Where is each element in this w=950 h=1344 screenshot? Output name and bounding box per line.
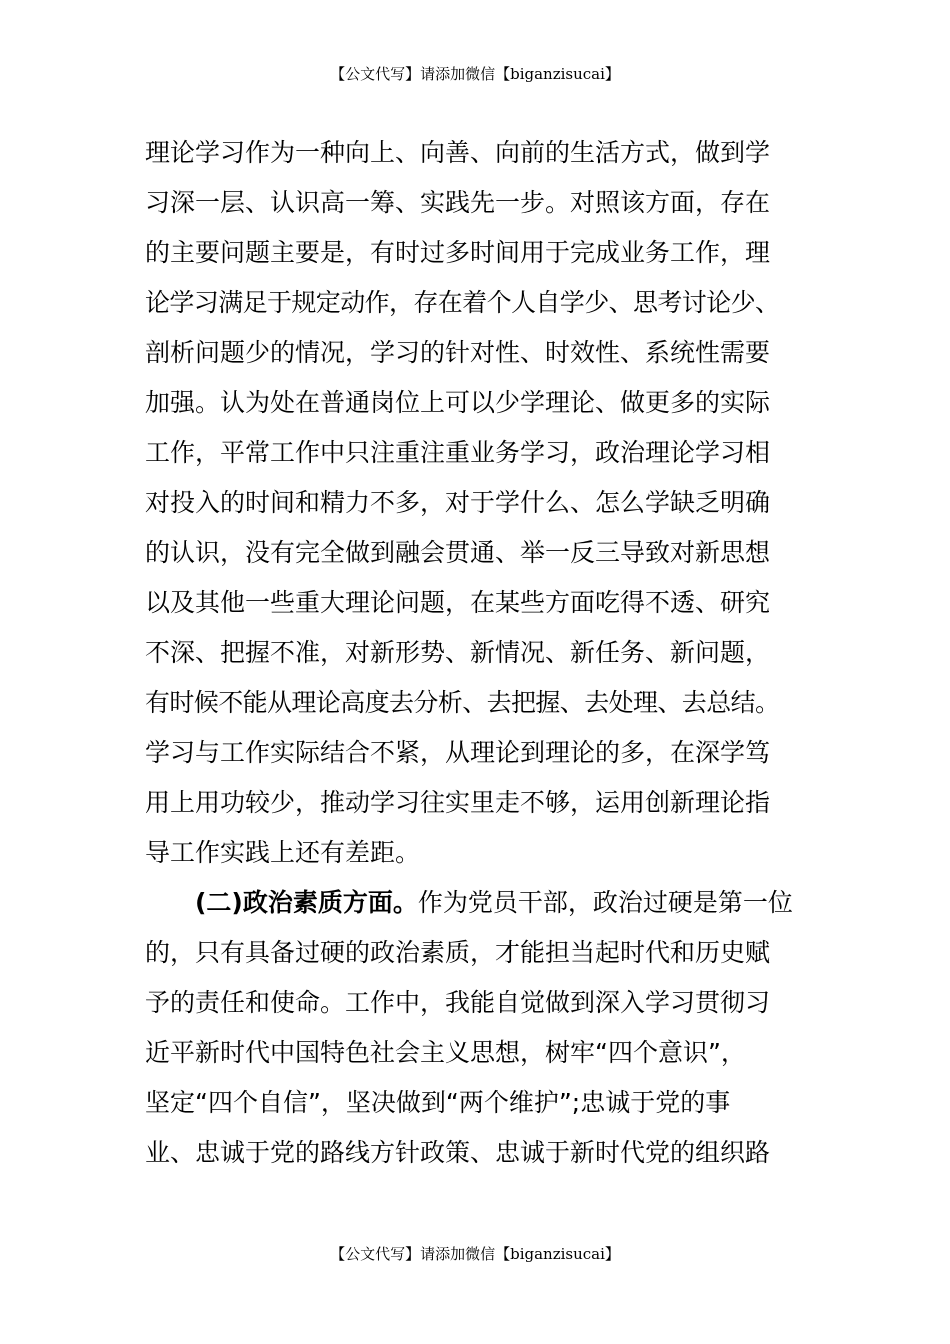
text-line: 加强。认为处在普通岗位上可以少学理论、做更多的实际 — [145, 388, 771, 417]
paragraph-first-line — [145, 878, 810, 928]
text-line: 有时候不能从理论高度去分析、去把握、去处理、去总结。 — [145, 688, 780, 717]
text-line: 的主要问题主要是，有时过多时间用于完成业务工作，理 — [145, 238, 771, 267]
text-line: 用上用功较少，推动学习往实里走不够，运用创新理论指 — [145, 788, 771, 817]
body-text — [145, 128, 810, 1178]
text-line: 业、忠诚于党的路线方针政策、忠诚于新时代党的组织路 — [145, 1138, 771, 1167]
text-line: 的，只有具备过硬的政治素质，才能担当起时代和历史赋 — [145, 938, 771, 967]
text-line: 的认识，没有完全做到融会贯通、举一反三导致对新思想 — [145, 538, 771, 567]
page-footer: 【公文代写】请添加微信【biganzisucai】 — [330, 1245, 620, 1263]
text-line: 论学习满足于规定动作，存在着个人自学少、思考讨论少、 — [145, 288, 780, 317]
section-heading: (二)政治素质方面。 — [195, 888, 418, 917]
text-line: 以及其他一些重大理论问题，在某些方面吃得不透、研究 — [145, 588, 771, 617]
text-line: 剖析问题少的情况，学习的针对性、时效性、系统性需要 — [145, 338, 771, 367]
text-line: 导工作实践上还有差距。 — [145, 838, 421, 867]
text-line: 习深一层、认识高一筹、实践先一步。对照该方面，存在 — [145, 188, 771, 217]
text-line: 坚定“四个自信”，坚决做到“两个维护”;忠诚于党的事 — [145, 1088, 731, 1117]
text-line: 理论学习作为一种向上、向善、向前的生活方式，做到学 — [145, 138, 771, 167]
text-line: 近平新时代中国特色社会主义思想，树牢“四个意识”， — [145, 1038, 746, 1067]
text-line: 对投入的时间和精力不多，对于学什么、怎么学缺乏明确 — [145, 488, 771, 517]
text-line-rest: 作为党员干部，政治过硬是第一位 — [417, 888, 793, 917]
page-header: 【公文代写】请添加微信【biganzisucai】 — [330, 65, 620, 83]
text-line: 予的责任和使命。工作中，我能自觉做到深入学习贯彻习 — [145, 988, 771, 1017]
text-line: 工作，平常工作中只注重注重业务学习，政治理论学习相 — [145, 438, 771, 467]
text-line: 学习与工作实际结合不紧，从理论到理论的多，在深学笃 — [145, 738, 771, 767]
text-line: 不深、把握不准，对新形势、新情况、新任务、新问题， — [145, 638, 771, 667]
